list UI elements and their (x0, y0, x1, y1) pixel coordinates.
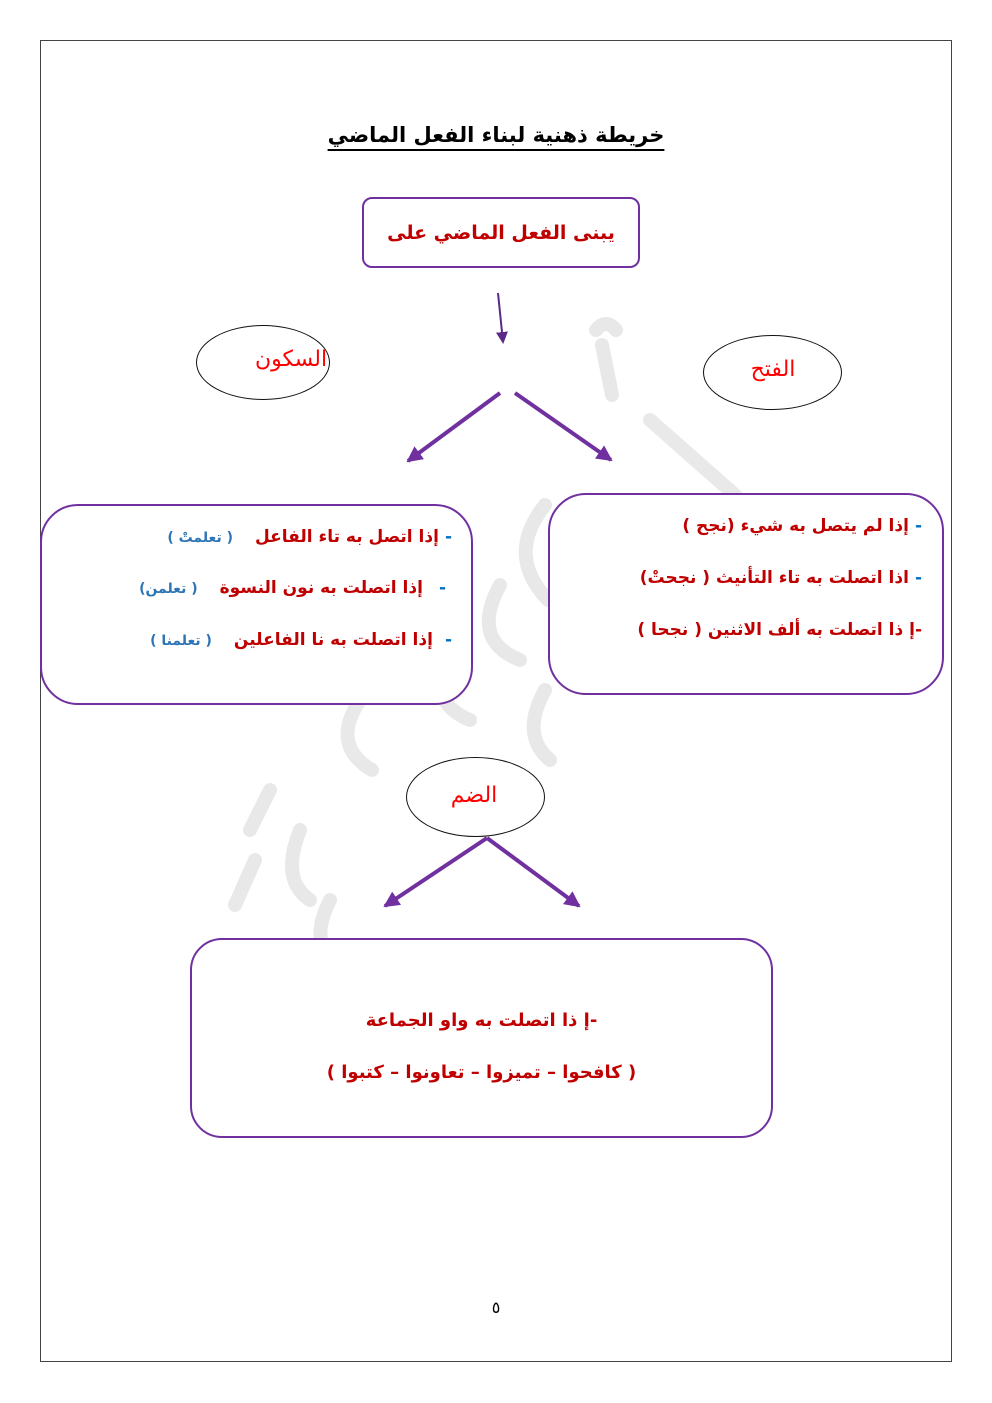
rule-text: إذا اتصل به تاء الفاعل (254, 527, 439, 547)
rule-bullet: - (444, 630, 452, 650)
fath-node-label: الفتح (750, 357, 796, 382)
rule-bullet: - (914, 516, 922, 536)
rule-example: ( تعلمنا ) (150, 633, 212, 649)
fath-rule (637, 618, 922, 642)
page-number: ٥ (491, 1298, 501, 1317)
root-node (362, 197, 640, 268)
rule-text: إذا اتصلت به نا الفاعلين (233, 630, 433, 650)
rule-example: ( تعلمن) (139, 581, 198, 597)
rule-bullet: - (444, 527, 452, 547)
sukun-rule (167, 525, 452, 549)
fath-rule (640, 566, 922, 590)
damm-rule-text: -إ ذا اتصلت به واو الجماعة (365, 1010, 598, 1031)
rule-bullet: - (438, 578, 446, 598)
rule-text: إذا لم يتصل به شيء (نجح ) (682, 516, 909, 536)
fath-rule (682, 514, 922, 538)
rule-bullet: - (914, 568, 922, 588)
damm-node-label: الضم (450, 783, 498, 808)
rule-example: ( تعلمتْ ) (167, 530, 233, 546)
damm-rule-examples: ( كافحوا – تميزوا – تعاونوا – كتبوا ) (326, 1062, 637, 1083)
sukun-rule (150, 628, 452, 652)
sukun-node-label: السكون (254, 347, 328, 372)
page-title: خريطة ذهنية لبناء الفعل الماضي (327, 123, 665, 147)
rule-text: -إ ذا اتصلت به ألف الاثنين ( نجحا ) (637, 620, 922, 640)
root-node-label: يبنى الفعل الماضي على (387, 221, 615, 244)
rule-text: إذا اتصلت به نون النسوة (219, 578, 423, 598)
rule-text: اذا اتصلت به تاء التأنيث ( نجحتْ) (639, 568, 909, 588)
damm-rules-box (190, 938, 773, 1138)
sukun-rule (139, 576, 446, 600)
